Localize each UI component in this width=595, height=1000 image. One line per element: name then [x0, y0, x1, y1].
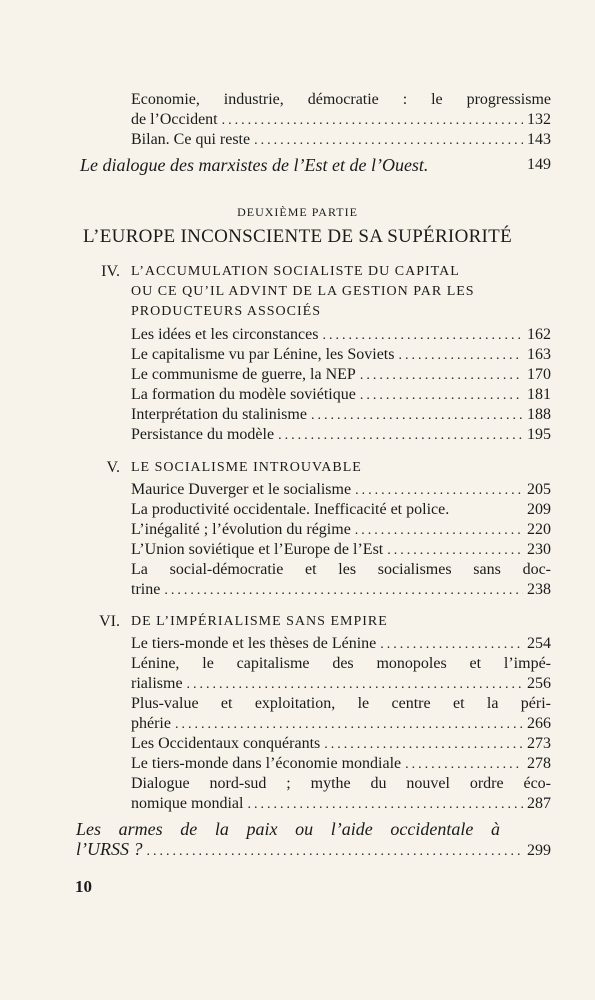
- chapter-title: DE L’IMPÉRIALISME SANS EMPIRE: [131, 614, 388, 629]
- chapter-title: PRODUCTEURS ASSOCIÉS: [131, 304, 321, 319]
- entry-title: de l’Occident: [131, 111, 218, 128]
- dot-leader: [360, 366, 523, 386]
- entry-page: 163: [527, 346, 551, 363]
- toc-entry: [131, 540, 551, 561]
- dot-leader: [164, 581, 523, 601]
- toc-entry: [131, 754, 551, 775]
- toc-entry: [131, 674, 551, 695]
- entry-page: 254: [527, 635, 551, 652]
- toc-line: Plus-value et exploitation, le centre et la péri-: [131, 695, 551, 712]
- entry-title: L’inégalité ; l’évolution du régime: [131, 521, 351, 538]
- chapter-title: LE SOCIALISME INTROUVABLE: [131, 460, 362, 475]
- toc-entry: [131, 325, 551, 346]
- chapter-title: L’ACCUMULATION SOCIALISTE DU CAPITAL: [131, 264, 460, 279]
- entry-title: La formation du modèle soviétique: [131, 386, 356, 403]
- entry-page: 299: [527, 842, 551, 859]
- toc-entry: [131, 365, 551, 386]
- toc-line: Economie, industrie, démocratie : le progressisme: [131, 91, 551, 108]
- dot-leader: [405, 755, 523, 775]
- toc-entry: [131, 345, 551, 366]
- entry-page: 273: [527, 735, 551, 752]
- toc-entry: [131, 520, 551, 541]
- entry-page: 149: [527, 156, 551, 173]
- entry-page: 170: [527, 366, 551, 383]
- part-label: DEUXIÈME PARTIE: [237, 205, 358, 219]
- entry-page: 132: [527, 111, 551, 128]
- dot-leader: [355, 481, 523, 501]
- dot-leader: [187, 675, 523, 695]
- toc-entry: [131, 405, 551, 426]
- section-conclusion-title: Les armes de la paix ou l’aide occidentale à: [76, 819, 500, 839]
- entry-title: L’Union soviétique et l’Europe de l’Est: [131, 541, 384, 558]
- dot-leader: [324, 735, 523, 755]
- dot-leader: [254, 131, 523, 151]
- page-number: 10: [75, 877, 92, 896]
- toc-entry: [131, 425, 551, 446]
- entry-title: Les idées et les circonstances: [131, 326, 319, 343]
- toc-entry: [131, 714, 551, 735]
- toc-line: Lénine, le capitalisme des monopoles et l’impé-: [131, 655, 551, 672]
- entry-title: Persistance du modèle: [131, 426, 275, 443]
- entry-title: Bilan. Ce qui reste: [131, 131, 251, 148]
- entry-title: Les Occidentaux conquérants: [131, 735, 321, 752]
- dot-leader: [247, 795, 523, 815]
- dot-leader: [175, 715, 523, 735]
- dot-leader: [380, 635, 523, 655]
- entry-page: 209: [527, 501, 551, 518]
- toc-entry: [76, 839, 551, 862]
- part-title: L’EUROPE INCONSCIENTE DE SA SUPÉRIORITÉ: [82, 226, 512, 247]
- dot-leader: [147, 842, 524, 862]
- dot-leader: [222, 111, 523, 131]
- entry-title: rialisme: [131, 675, 183, 692]
- entry-page: 181: [527, 386, 551, 403]
- entry-page: 195: [527, 426, 551, 443]
- entry-page: 287: [527, 795, 551, 812]
- entry-title: phérie: [131, 715, 171, 732]
- toc-entry: [131, 794, 551, 815]
- dot-leader: [278, 426, 523, 446]
- dot-leader: [311, 406, 523, 426]
- entry-page: 220: [527, 521, 551, 538]
- dot-leader: [355, 521, 523, 541]
- chapter-number: IV.: [101, 263, 120, 280]
- toc-entry: [131, 385, 551, 406]
- dot-leader: [387, 541, 523, 561]
- toc-line: La social-démocratie et les socialismes sans doc-: [131, 561, 551, 578]
- entry-page: 162: [527, 326, 551, 343]
- entry-page: 266: [527, 715, 551, 732]
- toc-entry: [131, 734, 551, 755]
- entry-title: Le communisme de guerre, la NEP: [131, 366, 356, 383]
- toc-entry: [131, 634, 551, 655]
- section-conclusion-title: Le dialogue des marxistes de l’Est et de l’Ouest.: [80, 155, 429, 175]
- entry-title: La productivité occidentale. Inefficacité et police.: [131, 501, 450, 518]
- chapter-number: VI.: [99, 613, 120, 630]
- entry-page: 205: [527, 481, 551, 498]
- chapter-title: OU CE QU’IL ADVINT DE LA GESTION PAR LES: [131, 284, 475, 299]
- chapter-number: V.: [106, 459, 120, 476]
- entry-title: l’URSS ?: [76, 839, 143, 859]
- entry-page: 278: [527, 755, 551, 772]
- dot-leader: [322, 326, 523, 346]
- dot-leader: [360, 386, 523, 406]
- entry-page: 143: [527, 131, 551, 148]
- entry-title: Le tiers-monde et les thèses de Lénine: [131, 635, 377, 652]
- toc-entry: [131, 580, 551, 601]
- entry-title: Le capitalisme vu par Lénine, les Soviets: [131, 346, 395, 363]
- entry-title: Interprétation du stalinisme: [131, 406, 307, 423]
- entry-title: nomique mondial: [131, 795, 244, 812]
- entry-title: trine: [131, 581, 161, 598]
- entry-title: Maurice Duverger et le socialisme: [131, 481, 352, 498]
- entry-page: 188: [527, 406, 551, 423]
- toc-entry: [131, 500, 551, 521]
- toc-line: Dialogue nord-sud ; mythe du nouvel ordre éco-: [131, 775, 551, 792]
- toc-entry: [131, 480, 551, 501]
- toc-entry: [131, 130, 551, 151]
- entry-page: 230: [527, 541, 551, 558]
- entry-page: 256: [527, 675, 551, 692]
- toc-entry: [131, 110, 551, 131]
- dot-leader: [398, 346, 523, 366]
- entry-page: 238: [527, 581, 551, 598]
- entry-title: Le tiers-monde dans l’économie mondiale: [131, 755, 402, 772]
